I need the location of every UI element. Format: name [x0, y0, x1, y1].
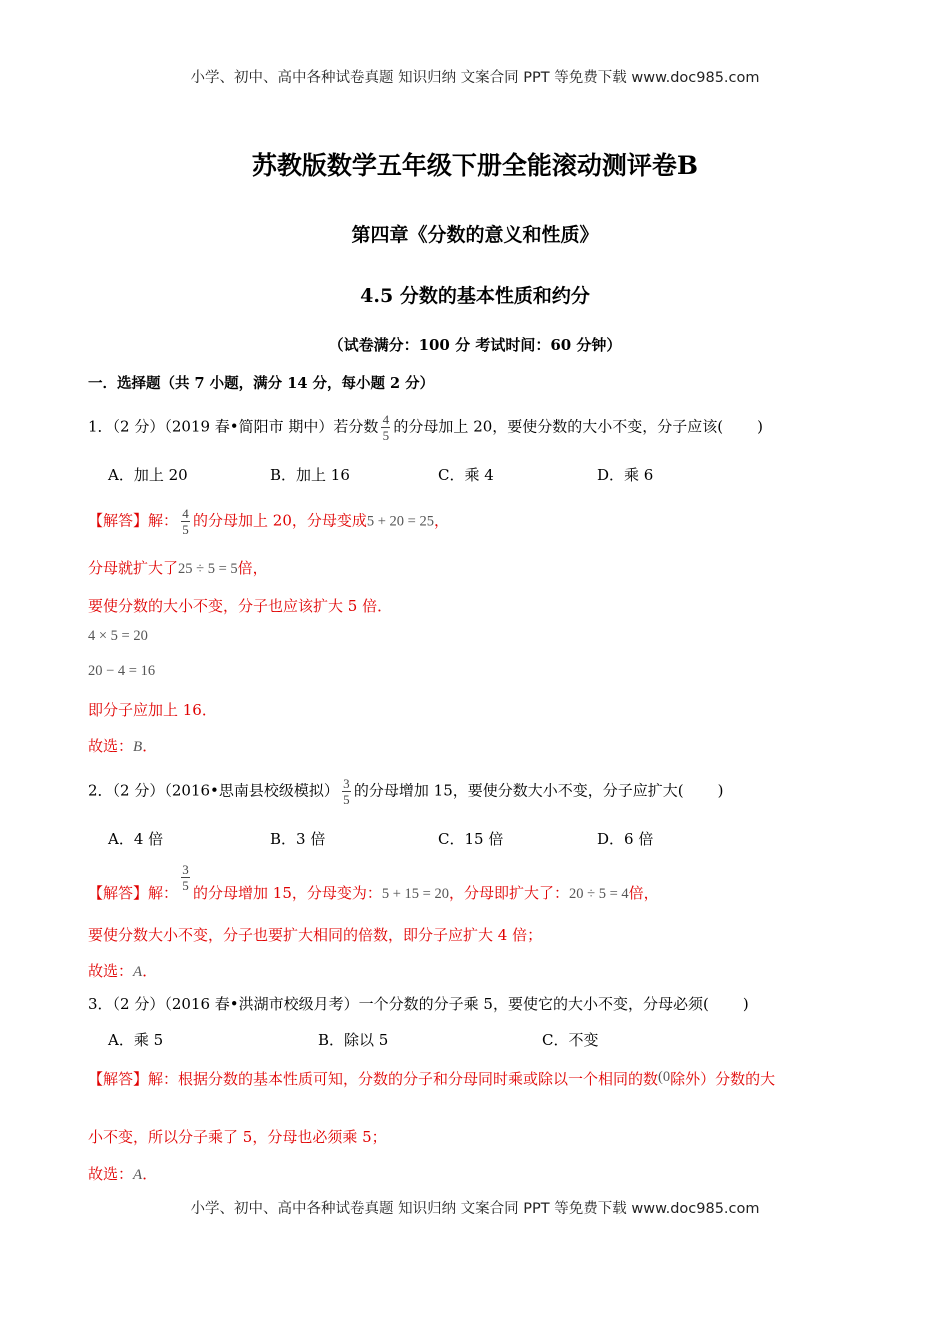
q1-answer-line-3: 要使分数的大小不变，分子也应该扩大 5 倍． [88, 597, 393, 615]
fraction: $\frac{3}{5}$ [182, 862, 189, 893]
q2-answer-line-2: 要使分数大小不变，分子也要扩大相同的倍数，即分子应扩大 4 倍； [88, 926, 543, 944]
q2-option-d: D．6 倍 [597, 830, 654, 848]
q1-option-b: B．加上 16 [270, 466, 350, 484]
fraction: $\frac{3}{5}$ [343, 776, 350, 807]
q1-answer-line-2: 分母就扩大了25 ÷ 5 = 5倍， [88, 559, 268, 577]
q3-option-b: B．除以 5 [318, 1031, 389, 1049]
q1-calc-2: 20 − 4 = 16 [88, 663, 156, 679]
q3-choice: 故选：A． [88, 1165, 158, 1183]
doc-title: 苏教版数学五年级下册全能滚动测评卷B [251, 151, 699, 180]
q3-answer-line-2: 小不变，所以分子乘了 5，分母也必须乘 5； [88, 1128, 387, 1146]
q1-calc-1: 4 × 5 = 20 [88, 628, 148, 644]
q3-answer-line-1: 【解答】解：根据分数的基本性质可知，分数的分子和分母同时乘或除以一个相同的数(0除外）分数的大 [88, 1069, 776, 1088]
q3-option-a: A．乘 5 [108, 1031, 164, 1049]
q2-choice: 故选：A． [88, 962, 158, 980]
page-footer: 小学、初中、高中各种试卷真题 知识归纳 文案合同 PPT 等免费下载 www.doc985.com [190, 1201, 760, 1217]
section-heading: 一．选择题（共 7 小题，满分 14 分，每小题 2 分） [88, 375, 435, 392]
page-header: 小学、初中、高中各种试卷真题 知识归纳 文案合同 PPT 等免费下载 www.doc985.com [190, 70, 760, 86]
q1-answer-line-4: 即分子应加上 16． [88, 701, 217, 719]
fraction: $\frac{4}{5}$ [382, 412, 390, 443]
q1-choice: 故选：B． [88, 737, 158, 755]
q1-option-d: D．乘 6 [597, 466, 654, 484]
question-3-stem: 3．（2 分）（2016 春•洪湖市校级月考）一个分数的分子乘 5，要使它的大小不变，分母必须( ) [88, 995, 749, 1013]
exam-info: （试卷满分：100 分 考试时间：60 分钟） [328, 336, 622, 354]
chapter-title: 第四章《分数的意义和性质》 [351, 224, 599, 246]
lesson-title: 4.5 分数的基本性质和约分 [360, 285, 590, 307]
q2-option-b: B．3 倍 [270, 830, 326, 848]
question-1-stem: 1．（2 分）（2019 春•简阳市 期中）若分数 $\frac{4}{5}$ 的分母加上 20，要使分数的大小不变，分子应该( ) [88, 412, 763, 443]
q2-option-c: C．15 倍 [438, 830, 504, 848]
q3-option-c: C．不变 [542, 1031, 599, 1049]
q2-option-a: A．4 倍 [108, 830, 164, 848]
fraction: $\frac{4}{5}$ [182, 506, 189, 537]
q1-option-c: C．乘 4 [438, 466, 494, 484]
q1-answer-line-1: 【解答】解： $\frac{4}{5}$ 的分母加上 20，分母变成5 + 20 = 25， [88, 506, 449, 537]
question-2-stem: 2．（2 分）（2016•思南县校级模拟） $\frac{3}{5}$ 的分母增加 15，要使分数大小不变，分子应扩大( ) [88, 776, 724, 807]
q1-option-a: A．加上 20 [108, 466, 188, 484]
q2-answer-line-1: 【解答】解： $\frac{3}{5}$ 的分母增加 15，分母变为：5 + 15 = 20，分母即扩大了：20 ÷ 5 = 4倍， [88, 862, 659, 902]
